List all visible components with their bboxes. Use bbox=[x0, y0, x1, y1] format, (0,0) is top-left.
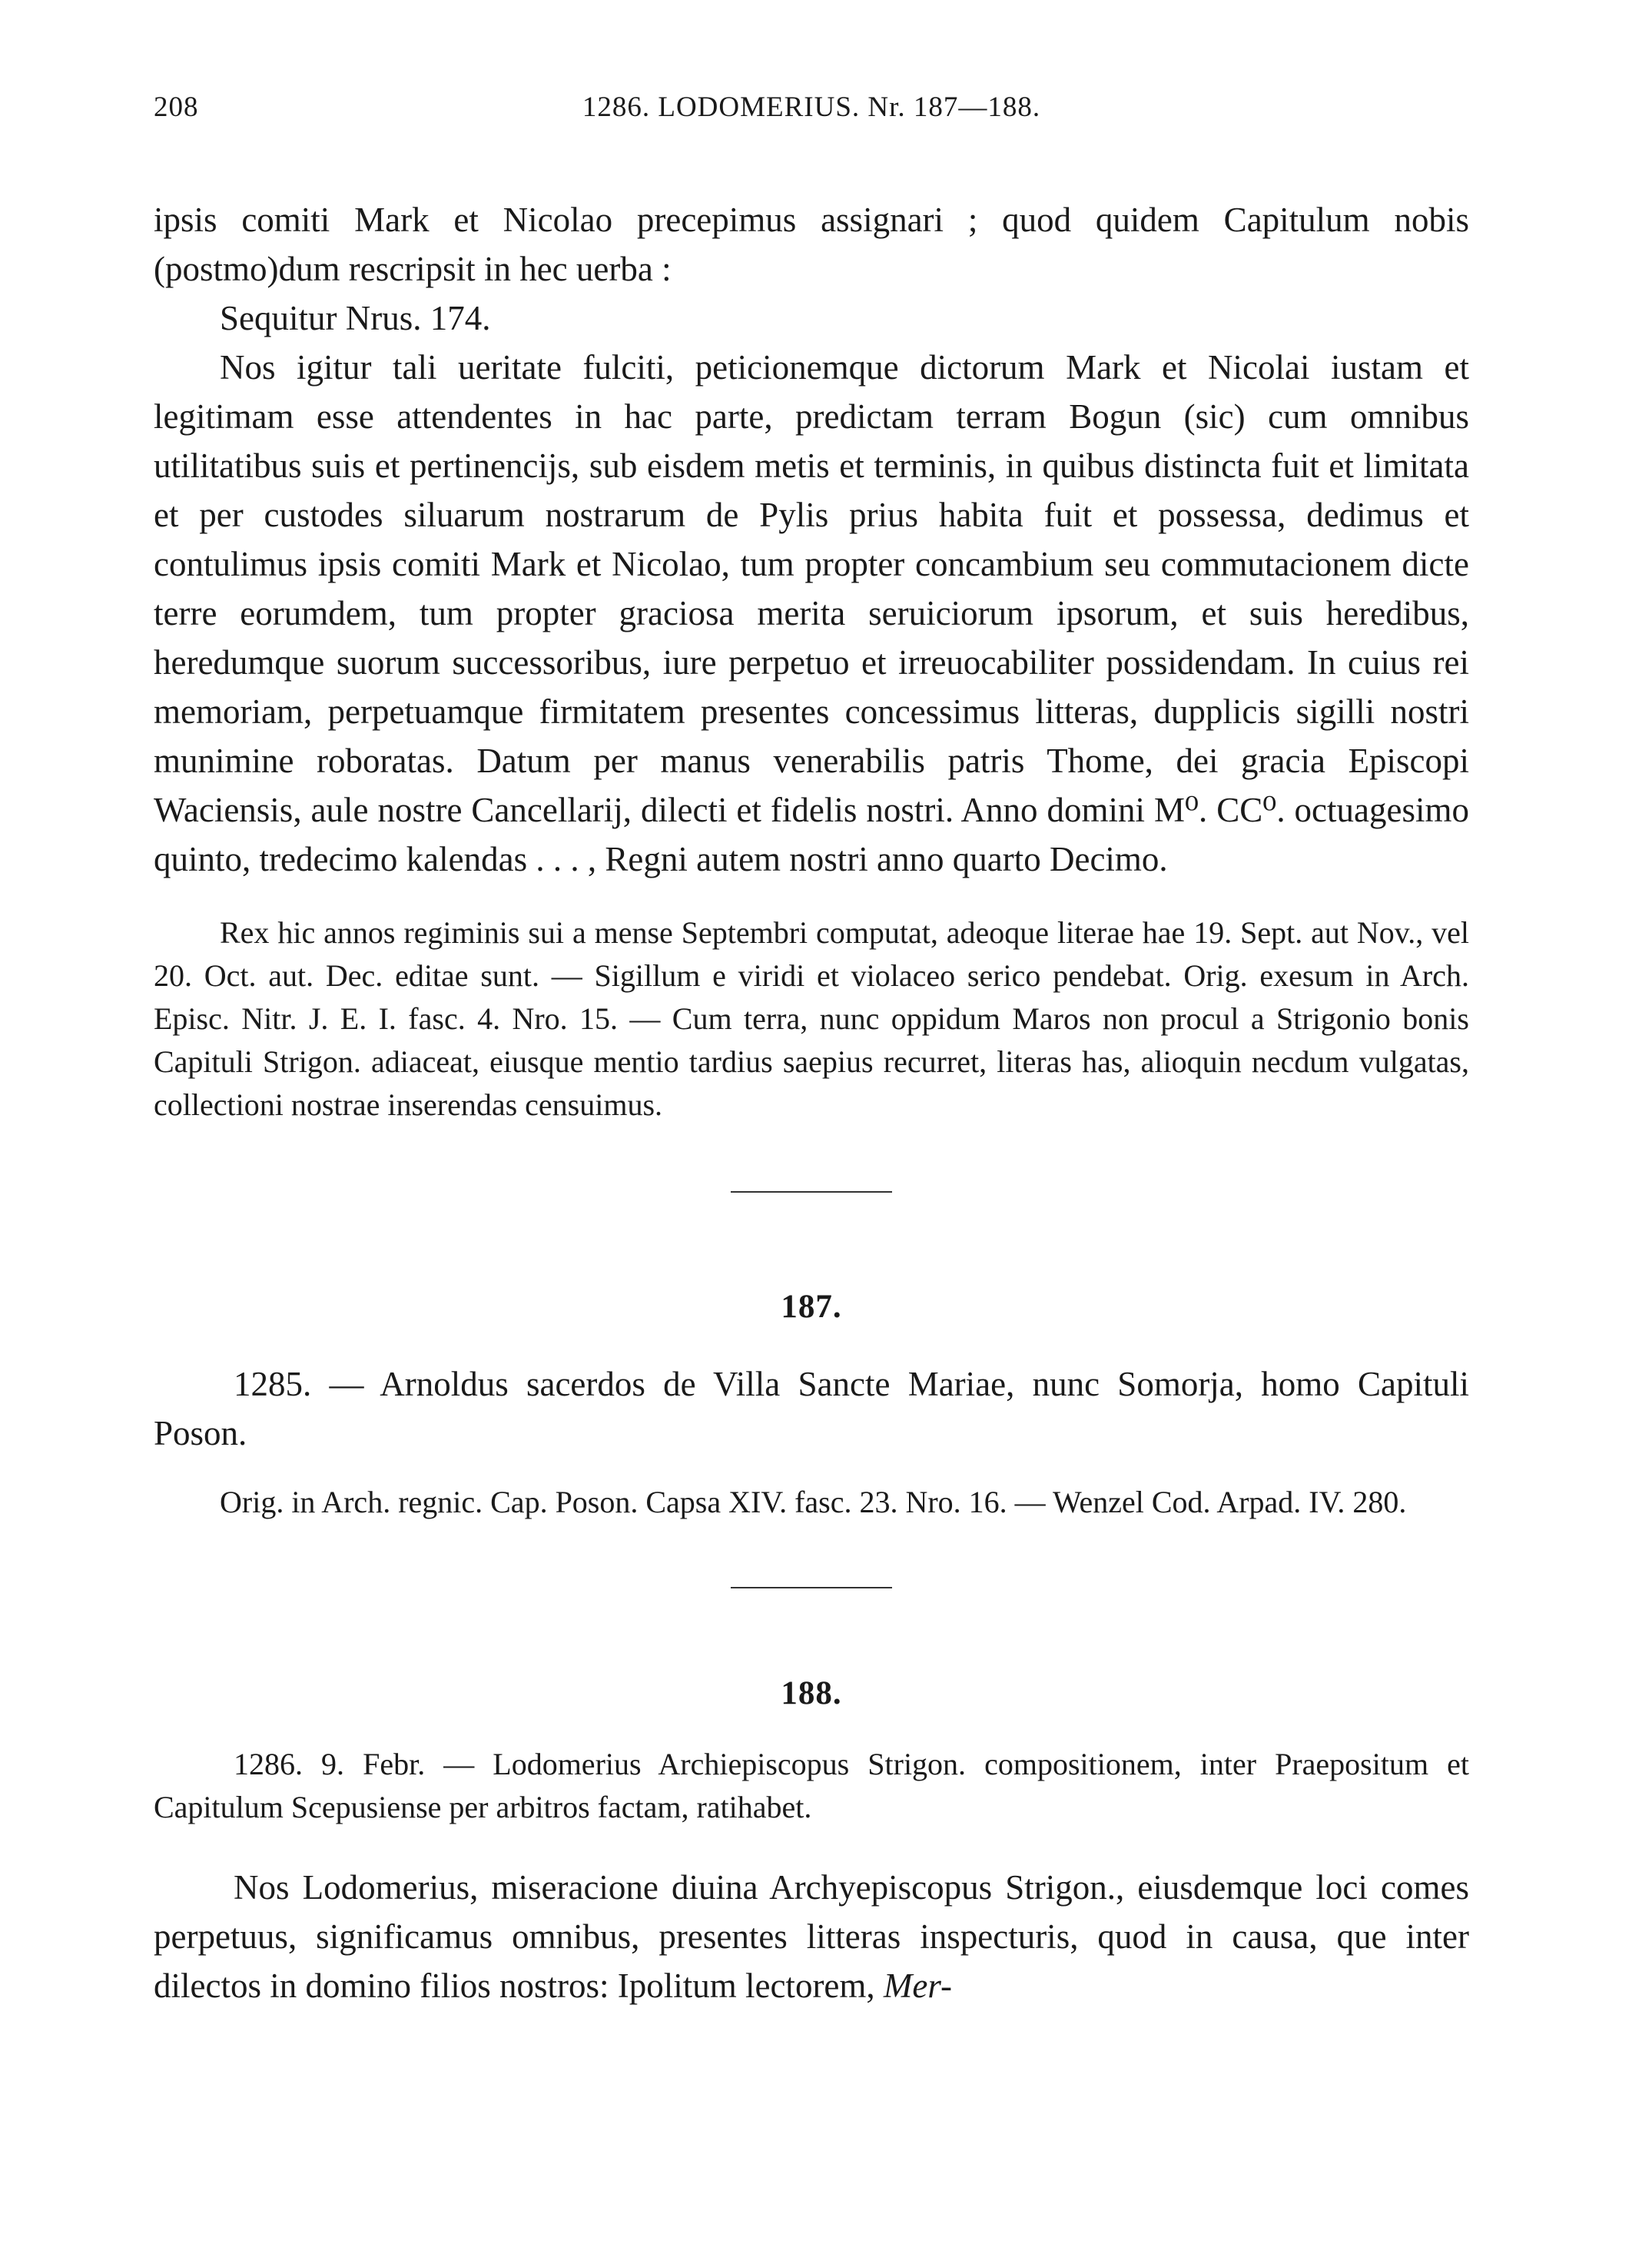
regest-187: 1285. — Arnoldus sacerdos de Villa Sancte Mariae, nunc Somorja, homo Capituli Poson. bbox=[154, 1365, 1469, 1452]
continuation-body: Nos igitur tali ueritate fulciti, peticionemque dictorum Mark et Nicolai iustam et legitimam esse attendentes in hac parte, predictam terram Bogun (sic) cum omnibus utilitatibus suis et pertinencijs, sub eisdem metis et terminis, in quibus distincta fuit et limitata et per custodes siluarum nostrarum de Pylis prius habita fuit et possessa, dedimus et contulimus ipsis comiti Mark et Nicolao, tum propter concambium seu commutacionem dicte terre eorumdem, tum propter graciosa merita seruiciorum ipsorum, et suis heredibus, heredumque suorum successoribus, iure perpetuo et irreuocabiliter possidendam. In cuius rei memoriam, perpetuamque firmitatem presentes concessimus litteras, dupplicis sigilli nostri munimine roboratas. Datum per manus venerabilis patris Thome, dei gracia Episcopi Waciensis, aule nostre Cancellarij, dilecti et fidelis nostri. Anno domini M⁰. CC⁰. octuagesimo quinto, tredecimo kalendas . . . , Regni autem nostri anno quarto Decimo. bbox=[154, 348, 1469, 878]
section-divider bbox=[731, 1587, 892, 1588]
running-head bbox=[154, 91, 1469, 137]
summary-188: 1286. 9. Febr. — Lodomerius Archiepiscopus Strigon. compositionem, inter Praepositum et Capitulum Scepusiense per arbitros factam, ratihabet. bbox=[154, 1747, 1469, 1824]
document-number-187: 187. bbox=[781, 1289, 842, 1325]
document-number-188: 188. bbox=[781, 1675, 842, 1711]
text-188 bbox=[154, 1863, 1469, 2010]
page bbox=[154, 91, 1469, 2010]
editorial-note: Rex hic annos regiminis sui a mense Septembri computat, adeoque literae hae 19. Sept. aut Nov., vel 20. Oct. aut. Dec. editae sunt. — Sigillum e viridi et violaceo serico pendebat. Orig. exesum in Arch. Episc. Nitr. J. E. I. fasc. 4. Nro. 15. — Cum terra, nunc oppidum Maros non procul a Strigonio bonis Capituli Strigon. adiaceat, eiusque mentio tardius saepius recurret, literas has, alioquin necdum vulgatas, collectioni nostrae inserendas censuimus. bbox=[154, 915, 1469, 1122]
running-title: 1286. LODOMERIUS. Nr. 187—188. bbox=[582, 91, 1041, 123]
section-divider bbox=[731, 1191, 892, 1193]
text-188-body: Nos Lodomerius, miseracione diuina Archyepiscopus Strigon., eiusdemque loci comes perpetuus, significamus omnibus, presentes litteras inspecturis, quod in causa, que inter dilectos in domino filios nostros: Ipolitum lectorem, bbox=[154, 1868, 1469, 2005]
text-188-last-word: Mer- bbox=[883, 1967, 952, 2005]
source-note-187: Orig. in Arch. regnic. Cap. Poson. Capsa XIV. fasc. 23. Nro. 16. — Wenzel Cod. Arpad. IV. 280. bbox=[220, 1485, 1407, 1519]
page-number: 208 bbox=[154, 91, 199, 123]
continuation-opening: ipsis comiti Mark et Nicolao precepimus assignari ; quod quidem Capitulum nobis (postmo)dum rescripsit in hec uerba : bbox=[154, 201, 1469, 288]
sequitur-line: Sequitur Nrus. 174. bbox=[220, 299, 491, 337]
